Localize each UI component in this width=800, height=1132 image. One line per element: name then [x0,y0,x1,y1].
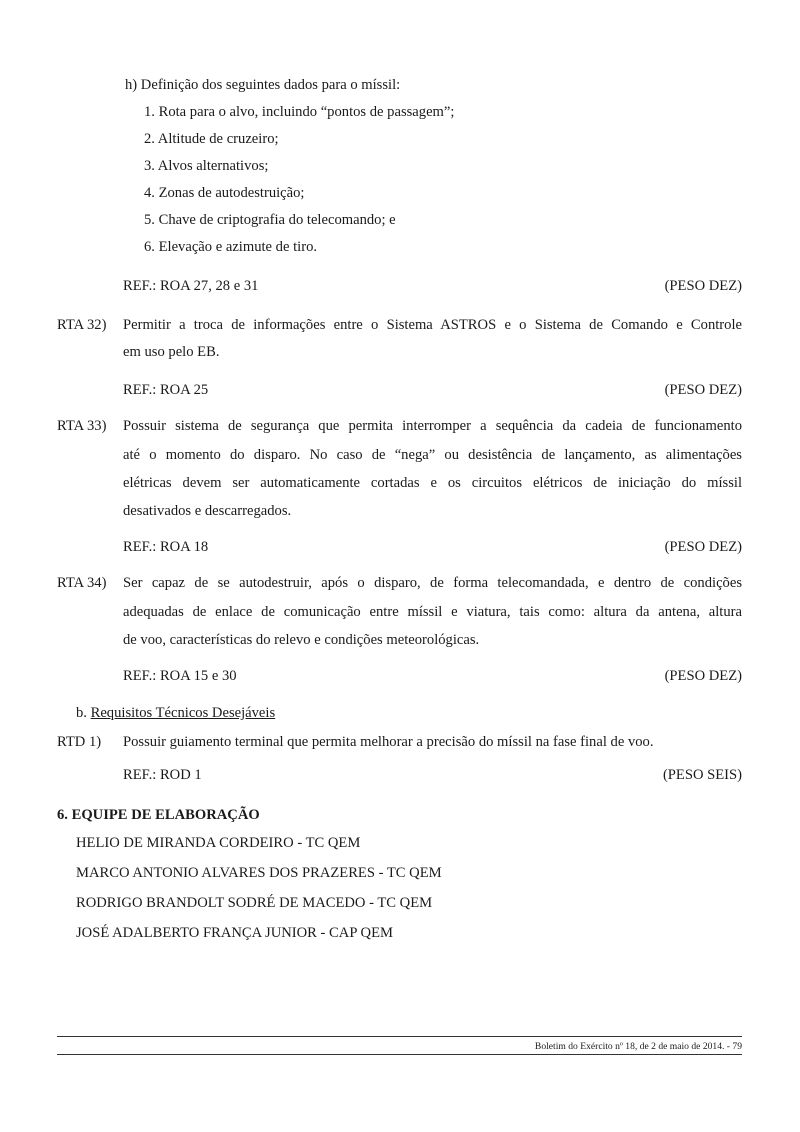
section-h-item-3: 3. Alvos alternativos; [144,158,269,174]
section-h-peso: (PESO DEZ) [664,278,742,294]
rta34-peso: (PESO DEZ) [664,668,742,684]
section-h-item-6: 6. Elevação e azimute de tiro. [144,239,318,255]
section-b-title: Requisitos Técnicos Desejáveis [90,705,276,721]
footer-top-rule [57,1036,742,1037]
section-h-item-2: 2. Altitude de cruzeiro; [144,131,279,147]
rta32-peso: (PESO DEZ) [664,382,742,398]
team-member-1: HELIO DE MIRANDA CORDEIRO - TC QEM [76,835,361,851]
section-b-prefix: b. [76,705,91,721]
rta34-label: RTA 34) [57,575,107,591]
rta34-line-2: adequadas de enlace de comunicação entre míssil e viatura, tais como: altura da antena, altura [123,604,742,620]
rta32-line-1: Permitir a troca de informações entre o Sistema ASTROS e o Sistema de Comando e Controle [123,317,742,333]
footer-bottom-rule [57,1054,742,1055]
rta32-ref: REF.: ROA 25 [123,382,209,398]
section-h-item-4: 4. Zonas de autodestruição; [144,185,305,201]
rta32-label: RTA 32) [57,317,107,333]
section-b-heading [76,705,275,723]
rta34-line-1: Ser capaz de se autodestruir, após o disparo, de forma telecomandada, e dentro de condições [123,575,742,591]
team-member-2: MARCO ANTONIO ALVARES DOS PRAZERES - TC QEM [76,865,442,881]
rta33-line-2: até o momento do disparo. No caso de “nega” ou desistência de lançamento, as alimentações [123,447,742,463]
team-member-3: RODRIGO BRANDOLT SODRÉ DE MACEDO - TC QEM [76,895,433,911]
rtd1-label: RTD 1) [57,734,102,750]
rta33-line-1: Possuir sistema de segurança que permita interromper a sequência da cadeia de funcionamento [123,418,742,434]
rta33-peso: (PESO DEZ) [664,539,742,555]
rta34-ref: REF.: ROA 15 e 30 [123,668,237,684]
footer-text: Boletim do Exército nº 18, de 2 de maio de 2014. - 79 [534,1041,742,1052]
rta33-line-4: desativados e descarregados. [123,503,292,519]
rtd1-peso: (PESO SEIS) [662,767,742,783]
section-h-ref: REF.: ROA 27, 28 e 31 [123,278,259,294]
team-member-4: JOSÉ ADALBERTO FRANÇA JUNIOR - CAP QEM [76,925,393,941]
team-heading: 6. EQUIPE DE ELABORAÇÃO [57,807,260,823]
section-h-item-1: 1. Rota para o alvo, incluindo “pontos de passagem”; [144,104,455,120]
rta34-line-3: de voo, características do relevo e condições meteorológicas. [123,632,480,648]
rtd1-ref: REF.: ROD 1 [123,767,202,783]
rta33-line-3: elétricas devem ser automaticamente cortadas e os circuitos elétricos de iniciação do míssil [123,475,742,491]
rtd1-text: Possuir guiamento terminal que permita melhorar a precisão do míssil na fase final de voo. [123,734,654,750]
rta32-line-2: em uso pelo EB. [123,344,220,360]
section-h-heading: h) Definição dos seguintes dados para o míssil: [125,77,401,93]
section-h-item-5: 5. Chave de criptografia do telecomando; e [144,212,396,228]
rta33-label: RTA 33) [57,418,107,434]
rta33-ref: REF.: ROA 18 [123,539,209,555]
